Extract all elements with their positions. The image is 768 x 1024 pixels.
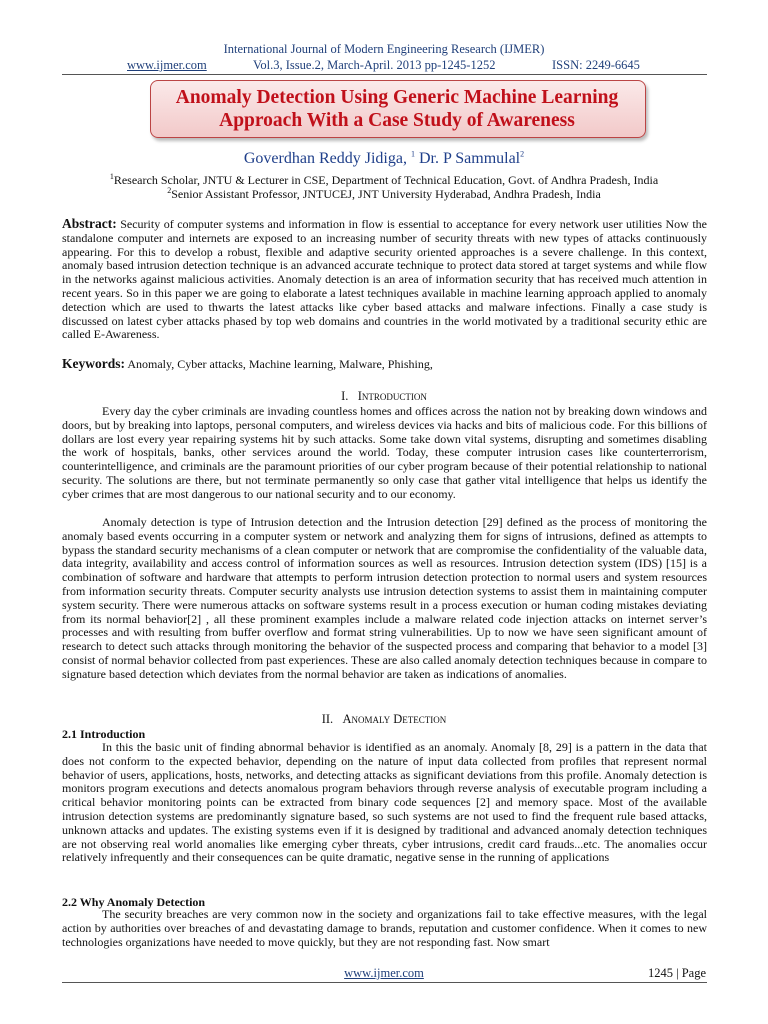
page-number: 1245 | Page: [647, 966, 706, 980]
affiliation-1-text: Research Scholar, JNTU & Lecturer in CSE, Department of Technical Education, Govt. of Andhra Pradesh, India: [113, 173, 659, 187]
author-1: Goverdhan Reddy Jidiga,: [243, 150, 407, 167]
section-2-number: II.: [321, 712, 334, 726]
intro-paragraph-1: Every day the cyber criminals are invading countless homes and offices across the nation not by breaking down windows and doors, but by breaking into laptops, personal computers, and wireless devices via hacks and bits of malicious code. For this billions of dollars are lost every year repairing systems hit by such attacks. Some take down vital systems, disrupting and sometimes disabling the work of hospitals, banks, other services around the world. Today, these computer intrusion cases like counterterrorism, counterintelligence, and criminals are the paramount priorities of our cyber program because of their potential relationship to national security. The solutions are there, but not terminate permanently so only case that gather vital intelligence that helps us identify the cyber crimes that are most dangerous to our national security and to our economy.: [62, 404, 707, 501]
affiliation-2-marker: 2: [167, 186, 172, 195]
abstract: [62, 217, 707, 342]
affiliation-1: [0, 173, 768, 188]
paper-title: [150, 86, 644, 132]
section-1-heading: [0, 389, 768, 404]
header-rule: [62, 74, 707, 75]
abstract-label: Abstract:: [62, 216, 117, 231]
footer-rule: [62, 982, 707, 983]
anomaly-intro-paragraph: In this the basic unit of finding abnormal behavior is identified as an anomaly. Anomaly [8, 29] is a pattern in the data that does not conform to the expected behavior, depending on the nature of input data collected from profiles that represent normal behavior of users, applications, hosts, networks, and detecting attacks as significant deviations from this profile. Anomaly detection is monitors program executions and detects anomalous program behaviors through reverse analysis of executable program including a critical behavior monitoring points can be extracted from binary code sequences [2] and memory space. Most of the available intrusion detection systems are predominantly signature based, so such systems are not used to find the frequent rule based attacks, unknown attacks and updates. The existing systems even if it is designed by traditional and advanced anomaly detection techniques are not observing real world anomalies like emerging cyber threats, cyber intrusions, credit card frauds...etc. The anomalies occur relatively infrequently and their consequences can be quite dramatic, negative sense in the running of applications: [62, 740, 707, 865]
subsection-2-1-heading: 2.1 Introduction: [62, 727, 146, 741]
affiliation-1-marker: 1: [109, 172, 114, 181]
authors: [0, 150, 768, 168]
title-line-1: Anomaly Detection Using Generic Machine Learning: [175, 87, 619, 108]
issn: ISSN: 2249-6645: [552, 58, 640, 72]
section-1-number: I.: [341, 389, 349, 403]
section-1-title: Introduction: [357, 389, 427, 403]
section-2-title: Anomaly Detection: [342, 712, 447, 726]
keywords-text: Anomaly, Cyber attacks, Machine learning, Malware, Phishing,: [127, 357, 433, 371]
affiliation-2-text: Senior Assistant Professor, JNTUCEJ, JNT University Hyderabad, Andhra Pradesh, India: [171, 187, 601, 201]
journal-website-link[interactable]: www.ijmer.com: [127, 58, 207, 72]
keywords-label: Keywords:: [62, 356, 125, 371]
why-anomaly-paragraph: The security breaches are very common now in the society and organizations fail to take effective measures, with the legal action by authorities over breaches of and devastating damage to brands, reputation and customer confidence. When it comes to new technologies organizations have needed to move quickly, but they are not responding fast. Now smart: [62, 907, 707, 949]
volume-info: Vol.3, Issue.2, March-April. 2013 pp-1245-1252: [253, 58, 496, 72]
footer-website-link[interactable]: www.ijmer.com: [344, 966, 424, 980]
section-2-heading: [0, 712, 768, 727]
affiliation-2: [0, 187, 768, 202]
subsection-2-2-heading: 2.2 Why Anomaly Detection: [62, 895, 206, 909]
keywords: [62, 357, 707, 372]
intro-paragraph-2: Anomaly detection is type of Intrusion detection and the Intrusion detection [29] defined as the process of monitoring the anomaly based events occurring in a computer system or network and analyzing them for signs of intrusions, defined as attempts to bypass the standard security mechanisms of a clean computer or network that are compromise the confidentiality of the valuable data, data integrity, availability and access control of information sources as well as resources. Intrusion detection system (IDS) [15] is a combination of software and hardware that attempts to perform intrusion detection protection to normal users and system resources from information security threats. Computer security analysts use intrusion detection systems to assist them in maintaining computer system security. There were numerous attacks on software systems result in a process execution or human coding mistakes deviating from its normal behavior[2] , all these prominent examples include a malware related code injection attacks on internet server’s processes and with resulting from buffer overflow and format string vulnerabilities. Up to now we have seen significant amount of research to detect such attacks through monitoring the behavior of the suspected process and comparing that behavior to a model [3] consist of normal behavior collected from past experiences. These are also called anomaly detection techniques because in compare to signature based detection which deviates from the normal behavior are taken as indications of anomalies.: [62, 515, 707, 681]
title-line-2: Approach With a Case Study of Awareness: [219, 110, 575, 131]
abstract-text: Security of computer systems and information in flow is essential to acceptance for every network user utilities Now the standalone computer and internets are exposed to an increasing number of security threats with new types of attacks continuously appearing. For this to develop a robust, flexible and adaptive security oriented approaches is a severe challenge. In this context, anomaly based intrusion detection technique is an advanced accurate technique to protect data stored at target systems and while flow in the networks against malicious activities. Anomaly detection is an area of information security that has received much attention in recent years. So in this paper we are going to elaborate a latest techniques available in machine learning approach applied to anomaly detection which are used to thwarts the latest attacks like cyber based attacks and malware infections. Finally a case study is discussed on latest cyber attacks phased by top web domains and countries in the world motivated by a traditional security ethic are called E-Awareness.: [62, 217, 708, 342]
author-2-marker: 2: [520, 149, 525, 159]
author-2: Dr. P Sammulal: [418, 150, 521, 167]
journal-name: International Journal of Modern Engineering Research (IJMER): [223, 42, 545, 56]
author-1-marker: 1: [410, 149, 415, 159]
